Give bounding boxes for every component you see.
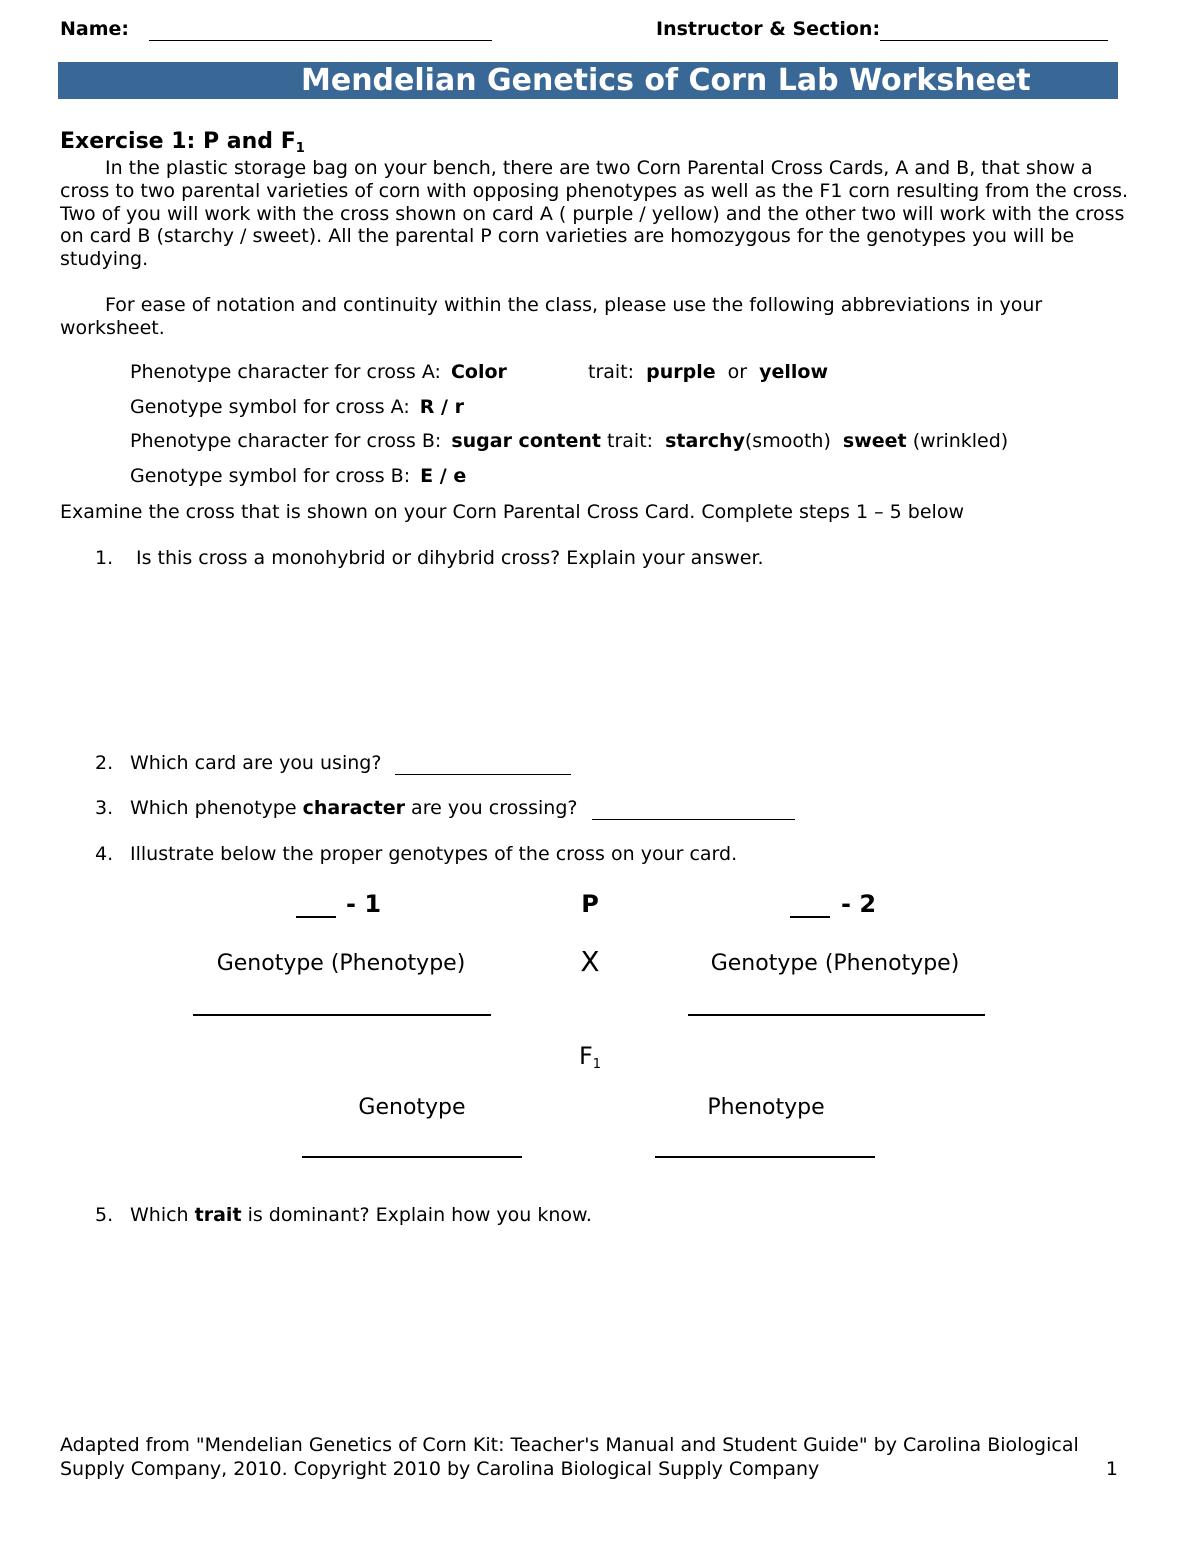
cross-a-character: Color (450, 361, 507, 383)
page-title: Mendelian Genetics of Corn Lab Worksheet (301, 63, 1031, 98)
parent-2-blank[interactable] (790, 916, 830, 918)
question-5: Which trait is dominant? Explain how you know. (130, 1204, 592, 1226)
answer-blank-2[interactable] (395, 752, 571, 775)
title-bar (58, 62, 1118, 99)
parent-1-label: - 1 (346, 890, 382, 918)
answer-area-1[interactable] (130, 580, 1120, 740)
f1-genotype-label: Genotype (358, 1095, 466, 1120)
instructor-field[interactable] (656, 18, 1108, 41)
parent-2-genotype-phenotype-label: Genotype (Phenotype) (710, 951, 960, 976)
abbrev-cross-b-character: Phenotype character for cross B: sugar content trait: starchy(smooth) sweet (wrinkled) (130, 430, 1009, 452)
footer-attribution-line-1: Adapted from "Mendelian Genetics of Corn Kit: Teacher's Manual and Student Guide" by Carolina Biological (60, 1434, 1079, 1456)
question-3: Which phenotype character are you crossing? (130, 797, 795, 820)
question-5-number: 5. (95, 1204, 114, 1226)
question-1-number: 1. (95, 547, 114, 569)
instructor-label: Instructor & Section: (656, 18, 881, 40)
p-generation-label: P (581, 890, 599, 918)
parent-2-answer-line[interactable] (688, 1014, 985, 1016)
exercise-heading: Exercise 1: P and $F_1$ (60, 129, 305, 156)
question-3-number: 3. (95, 797, 114, 819)
name-label: Name: (60, 18, 130, 40)
answer-blank-3[interactable] (592, 797, 795, 820)
examine-instruction: Examine the cross that is shown on your Corn Parental Cross Card. Complete steps 1 – 5 below (60, 501, 964, 523)
question-2-number: 2. (95, 752, 114, 774)
question-4-number: 4. (95, 843, 114, 865)
parent-2-label: - 2 (841, 890, 877, 918)
f1-generation-label: $F_1$ (578, 1042, 602, 1072)
intro-paragraph: In the plastic storage bag on your bench, there are two Corn Parental Cross Cards, A and B, that show a cross to two parental varieties of corn with opposing phenotypes as well as the F1 corn resulting from the cross. Two of you will work with the cross shown on card A ( purple / yellow) and the other two will work with the cross on card B (starchy / sweet). All the parental P corn varieties are homozygous for the genotypes you will be studying. (60, 157, 1129, 271)
f1-phenotype-label: Phenotype (707, 1095, 825, 1120)
cross-x-symbol: X (580, 945, 600, 978)
instructor-blank[interactable] (880, 18, 1108, 41)
f1-genotype-answer-line[interactable] (302, 1156, 522, 1158)
name-field[interactable] (60, 18, 492, 41)
page-number: 1 (1105, 1458, 1118, 1480)
abbrev-cross-a-traits: trait: purple or yellow (588, 361, 829, 383)
parent-1-blank[interactable] (296, 916, 336, 918)
parent-1-answer-line[interactable] (193, 1014, 491, 1016)
name-blank[interactable] (149, 18, 492, 41)
abbrev-cross-b-genotype: Genotype symbol for cross B: E / e (130, 465, 467, 487)
parent-1-genotype-phenotype-label: Genotype (Phenotype) (216, 951, 466, 976)
question-1: Is this cross a monohybrid or dihybrid cross? Explain your answer. (136, 547, 764, 569)
question-4: Illustrate below the proper genotypes of the cross on your card. (130, 843, 738, 865)
abbrev-cross-a-character: Phenotype character for cross A: Color (130, 361, 507, 383)
f1-phenotype-answer-line[interactable] (655, 1156, 875, 1158)
notation-paragraph: For ease of notation and continuity within the class, please use the following abbreviations in your worksheet. (60, 294, 1043, 339)
footer-attribution-line-2: Supply Company, 2010. Copyright 2010 by Carolina Biological Supply Company (60, 1458, 820, 1480)
answer-area-5[interactable] (130, 1240, 1120, 1420)
abbrev-cross-a-genotype: Genotype symbol for cross A: R / r (130, 396, 464, 418)
question-2: Which card are you using? (130, 752, 571, 775)
